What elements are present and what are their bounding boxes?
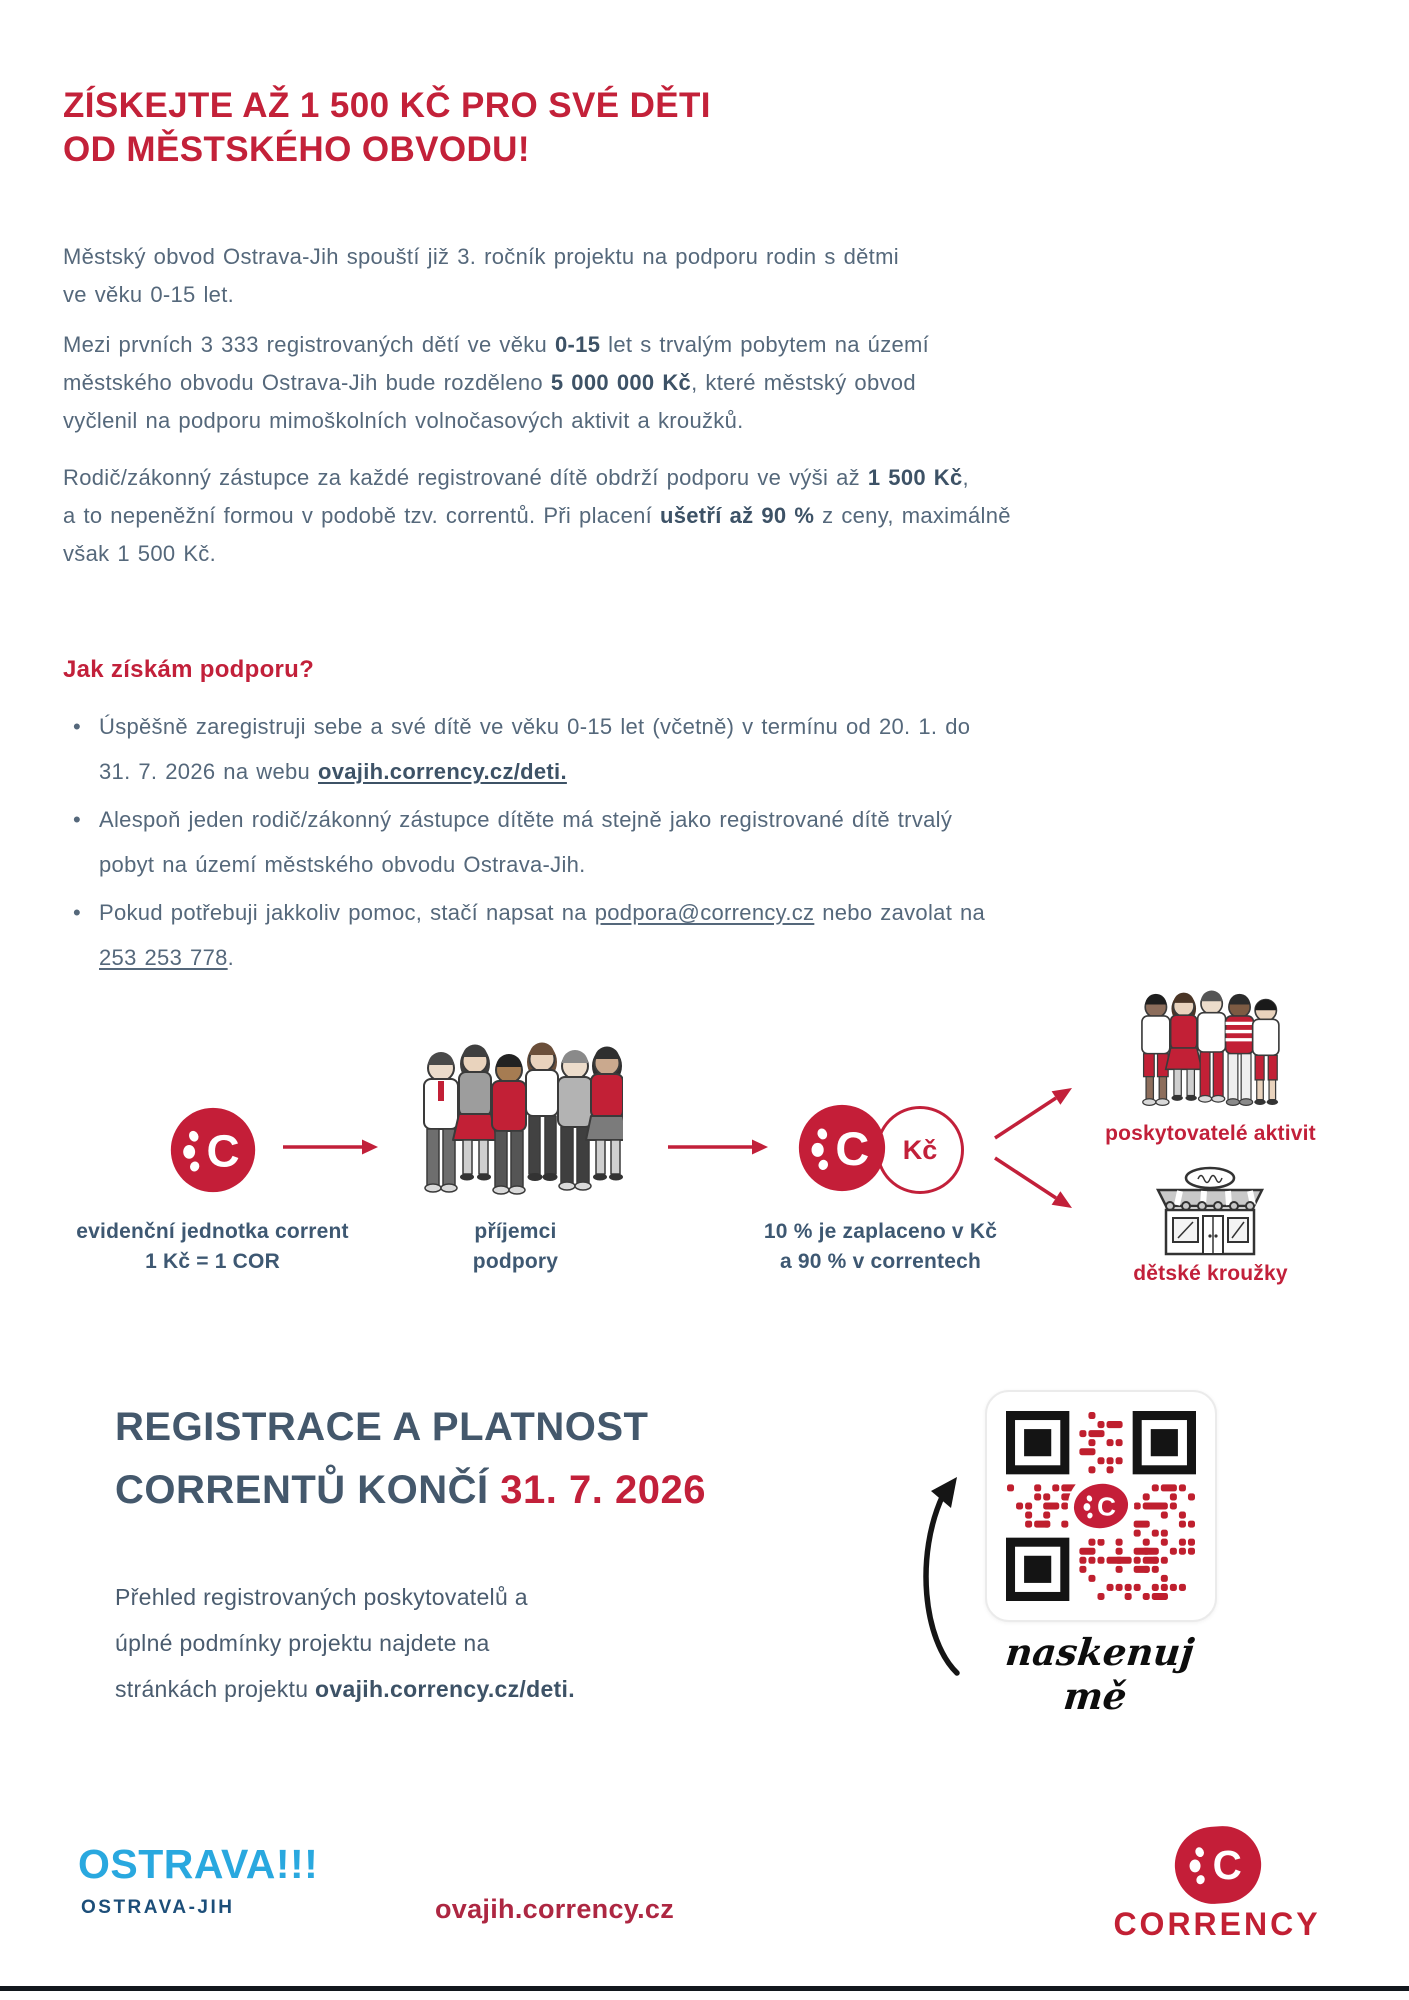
qr-code[interactable] (1006, 1411, 1196, 1601)
corrency-letter: C (206, 1125, 240, 1177)
text-segment: 31. 7. 2026 (500, 1468, 706, 1512)
text-segment: a to nepeněžní formou v podobě tzv. correntů. Při placení (63, 503, 660, 528)
text-segment: CORRENTŮ KONČÍ (115, 1468, 501, 1512)
registration-paragraph (115, 1574, 675, 1712)
text-segment: vyčlenil na podporu mimoškolních volnočasových aktivit a kroužků. (63, 408, 744, 433)
bullet-item (63, 890, 1213, 980)
deti-link[interactable]: ovajih.corrency.cz/deti. (318, 759, 567, 784)
registration-heading (115, 1396, 915, 1522)
page-title: ZÍSKEJTE AŽ 1 500 KČ PRO SVÉ DĚTI OD MĚSTSKÉHO OBVODU! (63, 86, 711, 169)
how-heading: Jak získám podporu? (63, 656, 315, 683)
corrency-coin-icon (169, 1106, 257, 1194)
text-segment: 0-15 (555, 332, 601, 357)
bullet-item (63, 797, 1213, 887)
label-providers: poskytovatelé aktivit (1105, 1122, 1316, 1145)
corrency-letter: C (835, 1122, 870, 1175)
text-segment: ovajih.corrency.cz/deti. (315, 1676, 575, 1702)
providers-illustration (1128, 984, 1306, 1126)
ostrava-word: OSTRAVA (78, 1841, 276, 1887)
ostrava-logo (78, 1841, 318, 1888)
text-segment: z ceny, maximálně (814, 503, 1011, 528)
text-segment: let s trvalým pobytem na území (600, 332, 930, 357)
text-segment: Alespoň jeden rodič/zákonný zástupce dítěte má stejně jako registrované dítě trvalý (99, 807, 953, 832)
text-segment: úplné podmínky projektu najdete na (115, 1630, 490, 1656)
scan-me-caption: naskenuj mě (1003, 1630, 1197, 1718)
registration-heading-line2 (115, 1468, 706, 1512)
text-segment: Pokud potřebuji jakkoliv pomoc, stačí napsat na (99, 900, 595, 925)
svg-text:C: C (1097, 1491, 1116, 1522)
ostrava-exclamations: !!! (275, 1841, 319, 1887)
support-phone-link[interactable]: 253 253 778 (99, 945, 228, 970)
kc-circle (876, 1106, 964, 1194)
caption-unit: evidenční jednotka corrent 1 Kč = 1 COR (76, 1220, 349, 1273)
caption-recipients: příjemci podpory (472, 1220, 559, 1273)
text-segment: stránkách projektu (115, 1676, 316, 1702)
corrency-letter: C (1212, 1841, 1242, 1888)
text-segment: pobyt na území městského obvodu Ostrava-Jih. (99, 852, 586, 877)
registration-heading-line1: REGISTRACE A PLATNOST (115, 1405, 649, 1449)
text-segment: , (962, 465, 969, 490)
intro-paragraph-3 (63, 459, 1183, 573)
recipients-illustration (405, 1036, 623, 1212)
text-segment: Mezi prvních 3 333 registrovaných dětí ve věku (63, 332, 555, 357)
intro-paragraph-1: Městský obvod Ostrava-Jih spouští již 3. ročník projektu na podporu rodin s dětmi ve věku 0-15 let. (63, 244, 899, 307)
qr-card (985, 1390, 1217, 1622)
text-segment: ušetří až 90 % (660, 503, 815, 528)
intro-paragraph-2 (63, 326, 1183, 440)
text-segment: městského obvodu Ostrava-Jih bude rozděleno (63, 370, 551, 395)
text-segment: , které městský obvod (691, 370, 916, 395)
how-bullet-list (63, 704, 1213, 983)
text-segment: 31. 7. 2026 na webu (99, 759, 318, 784)
site-url-link[interactable]: ovajih.corrency.cz (435, 1894, 674, 1924)
corrency-logo (1172, 1820, 1264, 1910)
ostrava-jih-label: OSTRAVA-JIH (81, 1897, 235, 1918)
text-segment: 1 500 Kč (867, 465, 963, 490)
text-segment: však 1 500 Kč. (63, 541, 216, 566)
text-segment: nebo zavolat na (814, 900, 986, 925)
caption-split: 10 % je zaplaceno v Kč a 90 % v correntech (763, 1220, 998, 1273)
text-segment: . (227, 945, 235, 970)
text-segment: Úspěšně zaregistruji sebe a své dítě ve věku 0-15 let (včetně) v termínu od 20. 1. do (99, 714, 971, 739)
text-segment: Přehled registrovaných poskytovatelů a (115, 1584, 528, 1610)
page-bottom-edge (0, 1986, 1409, 1991)
support-email-link[interactable]: podpora@corrency.cz (594, 900, 815, 925)
text-segment: 5 000 000 Kč (550, 370, 692, 395)
corrency-coin-icon (797, 1103, 887, 1193)
qr-center-logo (1068, 1473, 1134, 1539)
corrency-wordmark: CORRENCY (1113, 1906, 1321, 1942)
kc-label: Kč (902, 1134, 938, 1165)
bullet-item (63, 704, 1213, 794)
label-clubs: dětské kroužky (1133, 1262, 1288, 1285)
text-segment: Rodič/zákonný zástupce za každé registrované dítě obdrží podporu ve výši až (63, 465, 868, 490)
shop-icon (1148, 1166, 1272, 1260)
